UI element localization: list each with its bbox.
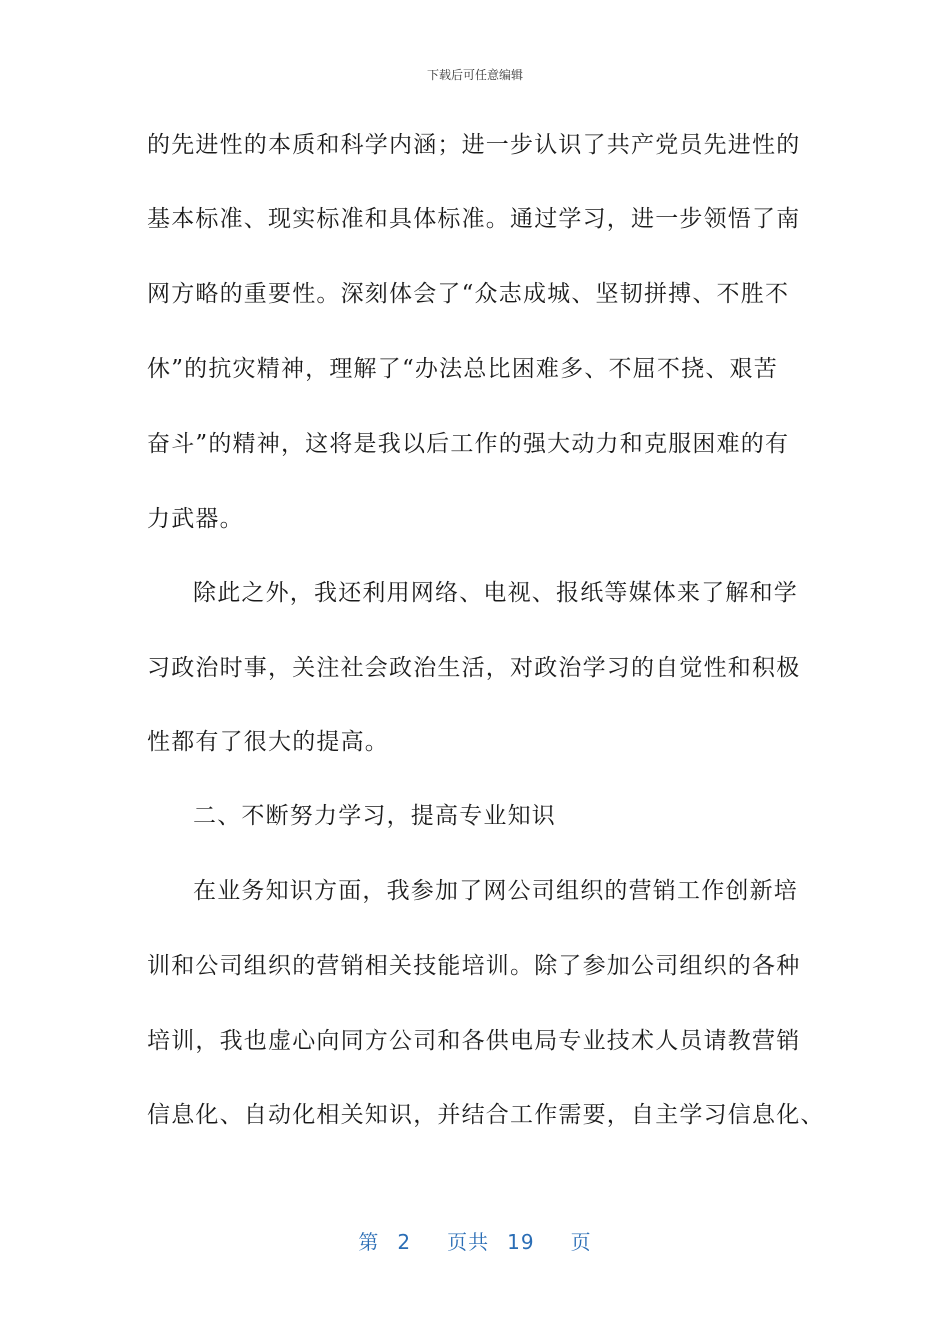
body-line: 网方略的重要性。深刻体会了“众志成城、坚韧拼搏、不胜不: [147, 281, 790, 307]
footer-suffix: 页: [570, 1230, 592, 1254]
total-pages: 19: [507, 1230, 535, 1254]
section-heading: 二、不断努力学习，提高专业知识: [193, 803, 556, 829]
page-header-note: 下载后可任意编辑: [426, 68, 523, 82]
footer-middle: 页共: [447, 1230, 490, 1254]
body-line: 性都有了很大的提高。: [147, 729, 389, 755]
body-line: 基本标准、现实标准和具体标准。通过学习，进一步领悟了南: [147, 206, 801, 232]
body-line: 的先进性的本质和科学内涵；进一步认识了共产党员先进性的: [147, 132, 801, 158]
paragraph-first-line: 除此之外，我还利用网络、电视、报纸等媒体来了解和学: [193, 580, 798, 606]
body-line: 习政治时事，关注社会政治生活，对政治学习的自觉性和积极: [147, 655, 801, 681]
footer-prefix: 第: [358, 1230, 380, 1254]
body-line: 奋斗”的精神，这将是我以后工作的强大动力和克服困难的有: [147, 431, 790, 457]
paragraph-first-line: 在业务知识方面，我参加了网公司组织的营销工作创新培: [193, 878, 798, 904]
body-line: 休”的抗灾精神，理解了“办法总比困难多、不屈不挠、艰苦: [147, 356, 778, 382]
body-line: 训和公司组织的营销相关技能培训。除了参加公司组织的各种: [147, 953, 801, 979]
body-line: 力武器。: [147, 506, 244, 532]
body-line: 信息化、自动化相关知识，并结合工作需要，自主学习信息化、: [147, 1102, 825, 1128]
page-footer: [0, 1226, 950, 1255]
current-page-number: 2: [397, 1230, 412, 1254]
body-line: 培训，我也虚心向同方公司和各供电局专业技术人员请教营销: [147, 1028, 801, 1054]
